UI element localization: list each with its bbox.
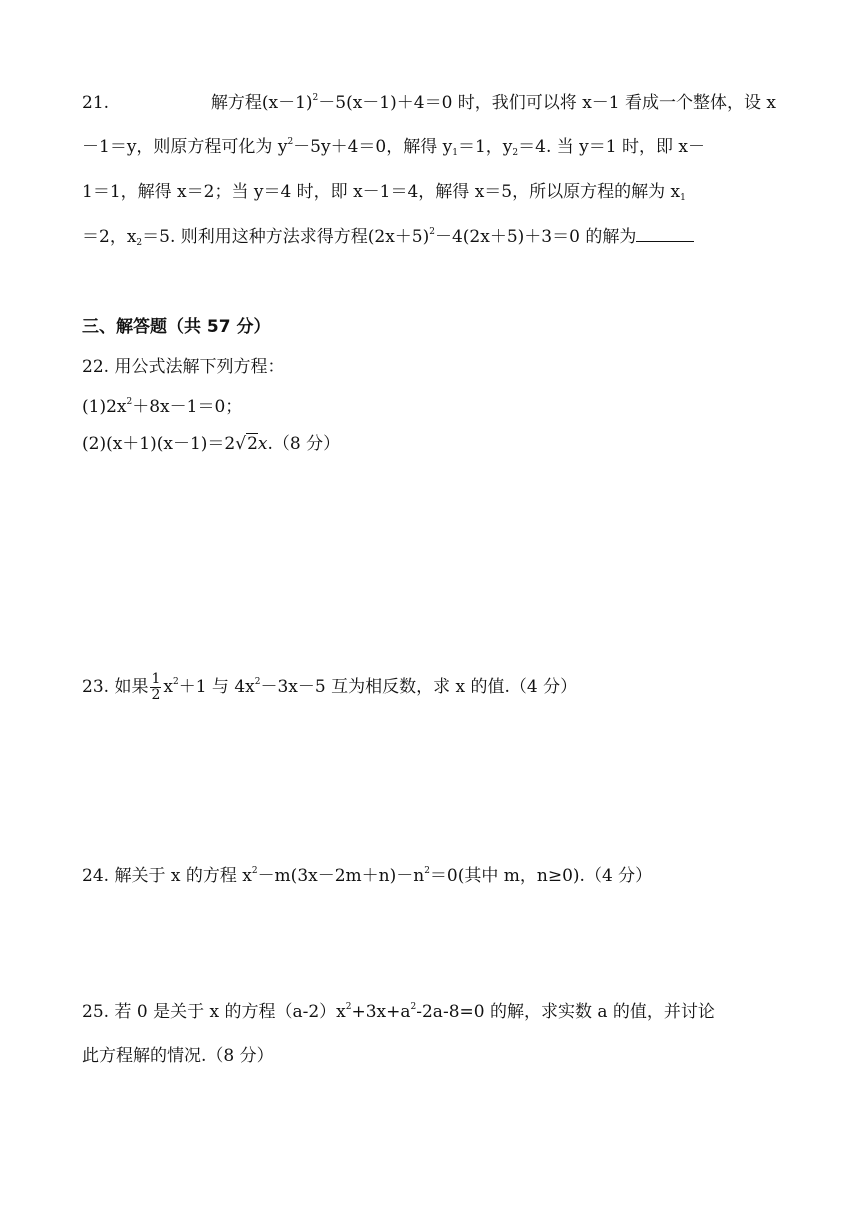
sqrt-symbol: √	[235, 434, 247, 454]
question-21-line-3: 1＝1，解得 x＝2；当 y＝4 时，即 x－1＝4，解得 x＝5，所以原方程的解为 $x_1$	[82, 182, 686, 203]
question-22-part-1: $(1)2x^2+8x-1=0$；	[82, 397, 243, 417]
question-21-line-1: 21. 解方程$(x-1)^2-5(x-1)+4=0$ 时，我们可以将 x－1 看成一个整体，设 x	[82, 89, 776, 117]
radicand: 2	[247, 434, 258, 454]
question-22-part-2: (2)(x＋1)(x－1)＝2√2x.（8 分）	[82, 434, 341, 454]
question-25-line-2: 此方程解的情况.（8 分）	[82, 1046, 274, 1066]
question-24: 24. 解关于 x 的方程 $x^2-m(3x-2m+n)-n^2=0$(其中 m，n≥0).（4 分）	[82, 866, 653, 886]
section-heading: 三、解答题（共 57 分）	[82, 317, 271, 337]
question-23: 23. 如果 $\frac{1}{2}$ $x^2+1$ 与 $4x^2-3x-5$ 互为相反数，求 x 的值.（4 分）	[82, 671, 578, 703]
question-25-line-1: 25. 若 0 是关于 x 的方程$(a-2)x^2+3x+a^2-2a-8=0$ 的解，求实数 a 的值，并讨论	[82, 1002, 715, 1022]
question-21-line-4: ＝2，$x_2=5$. 则利用这种方法求得方程$(2x+5)^2-4(2x+5)+3=0$ 的解为	[82, 223, 776, 251]
fraction: $\frac{1}{2}$	[151, 671, 161, 703]
question-number: 21.	[82, 93, 110, 113]
answer-blank	[636, 225, 694, 242]
question-22-stem: 22. 用公式法解下列方程：	[82, 357, 285, 377]
question-21-line-2: －1＝y，则原方程可化为 $y^2-5y+4=0$，解得 $y_1=1$，$y_2=4$. 当 y＝1 时，即 x－	[82, 137, 705, 158]
